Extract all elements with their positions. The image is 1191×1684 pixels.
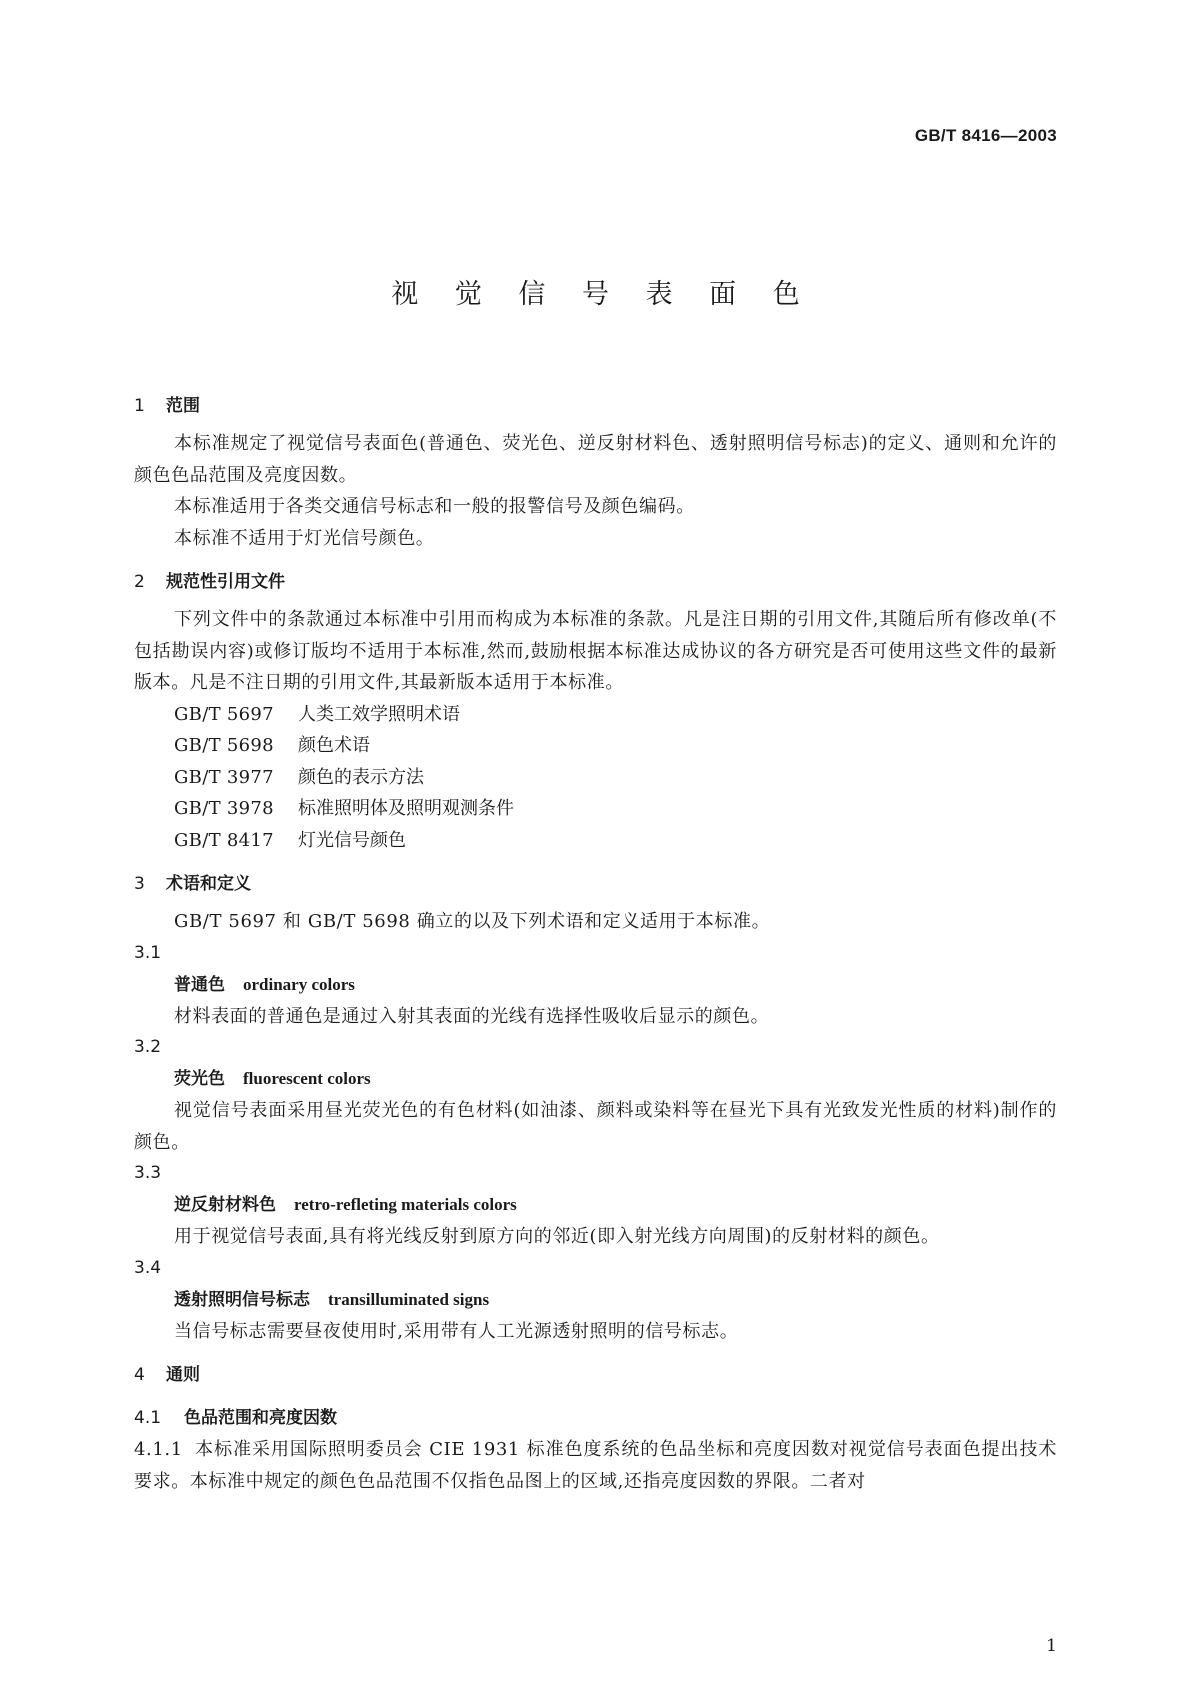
reference-code: GB/T 5697 — [174, 703, 274, 725]
page-title: 视 觉 信 号 表 面 色 — [391, 279, 814, 310]
term-number: 3.3 — [134, 1163, 162, 1183]
reference-code: GB/T 5698 — [174, 735, 274, 756]
reference-title: 颜色的表示方法 — [298, 766, 424, 788]
term-heading — [134, 1063, 1057, 1095]
term-zh: 透射照明信号标志 — [174, 1289, 310, 1310]
reference-title: 灯光信号颜色 — [298, 829, 406, 851]
section-4-heading — [134, 1361, 1057, 1389]
paragraph: GB/T 5697 和 GB/T 5698 确立的以及下列术语和定义适用于本标准。 — [174, 911, 771, 932]
reference-item — [134, 730, 1057, 762]
paragraph: 下列文件中的条款通过本标准中引用而构成为本标准的条款。凡是注日期的引用文件,其随后所有修改单(不包括勘误内容)或修订版均不适用于本标准,然而,鼓励根据本标准达成协议的各方研究是否可使用这些文件的最新版本。凡是不注日期的引用文件,其最新版本适用于本标准。 — [134, 609, 1057, 693]
reference-title: 人类工效学照明术语 — [298, 703, 460, 725]
term-zh: 荧光色 — [174, 1069, 225, 1089]
paragraph: 本标准适用于各类交通信号标志和一般的报警信号及颜色编码。 — [174, 496, 695, 517]
section-number: 4 — [134, 1365, 145, 1385]
term-en: retro-refleting materials colors — [294, 1195, 517, 1214]
section-number: 3 — [134, 874, 145, 894]
section-title: 规范性引用文件 — [166, 572, 285, 592]
section-3-heading — [134, 870, 1057, 898]
term-en: fluorescent colors — [243, 1069, 371, 1088]
term-heading — [134, 1284, 1057, 1316]
term-en: ordinary colors — [243, 974, 355, 994]
term-definition: 用于视觉信号表面,具有将光线反射到原方向的邻近(即入射光线方向周围)的反射材料的颜色。 — [174, 1226, 940, 1247]
reference-item — [134, 762, 1057, 794]
term-definition: 视觉信号表面采用昼光荧光色的有色材料(如油漆、颜料或染料等在昼光下具有光致发光性质的材料)制作的颜色。 — [134, 1100, 1057, 1153]
term-number: 3.1 — [134, 942, 162, 963]
term-definition: 当信号标志需要昼夜使用时,采用带有人工光源透射照明的信号标志。 — [174, 1320, 739, 1342]
term-definition: 材料表面的普通色是通过入射其表面的光线有选择性吸收后显示的颜色。 — [174, 1005, 770, 1027]
reference-item — [134, 825, 1057, 857]
clause-number: 4.1.1 — [134, 1439, 183, 1460]
reference-item — [134, 793, 1057, 825]
reference-title: 标准照明体及照明观测条件 — [298, 798, 514, 819]
term-zh: 逆反射材料色 — [174, 1195, 276, 1215]
subsection-heading — [134, 1403, 1057, 1434]
term-heading — [134, 1189, 1057, 1221]
reference-code: GB/T 8417 — [174, 829, 274, 851]
reference-title: 颜色术语 — [298, 735, 370, 756]
term-en: transilluminated signs — [328, 1289, 490, 1309]
term-number: 3.2 — [134, 1037, 162, 1057]
section-title: 术语和定义 — [166, 874, 251, 894]
reference-code: GB/T 3977 — [174, 766, 274, 788]
document-body — [134, 392, 1057, 1497]
section-title: 通则 — [166, 1365, 200, 1385]
paragraph: 本标准规定了视觉信号表面色(普通色、荧光色、逆反射材料色、透射照明信号标志)的定义、通则和允许的颜色色品范围及亮度因数。 — [134, 433, 1057, 486]
clause-text: 本标准采用国际照明委员会 CIE 1931 标准色度系统的色品坐标和亮度因数对视觉信号表面色提出技术要求。本标准中规定的颜色色品范围不仅指色品图上的区域,还指亮度因数的界限。二者对 — [134, 1439, 1057, 1492]
clause-paragraph — [134, 1434, 1057, 1497]
section-number: 2 — [134, 572, 145, 592]
section-number: 1 — [134, 396, 145, 416]
paragraph: 本标准不适用于灯光信号颜色。 — [174, 527, 435, 549]
subsection-title: 色品范围和亮度因数 — [184, 1408, 337, 1428]
section-title: 范围 — [166, 396, 200, 416]
reference-item — [134, 699, 1057, 731]
term-heading — [134, 969, 1057, 1001]
section-1-heading — [134, 392, 1057, 420]
standard-code: GB/T 8416—2003 — [914, 126, 1057, 145]
section-2-heading — [134, 568, 1057, 596]
reference-code: GB/T 3978 — [174, 798, 274, 819]
subsection-number: 4.1 — [134, 1408, 162, 1428]
term-number: 3.4 — [134, 1257, 162, 1278]
page-number: 1 — [1046, 1636, 1057, 1656]
term-zh: 普通色 — [174, 974, 225, 995]
